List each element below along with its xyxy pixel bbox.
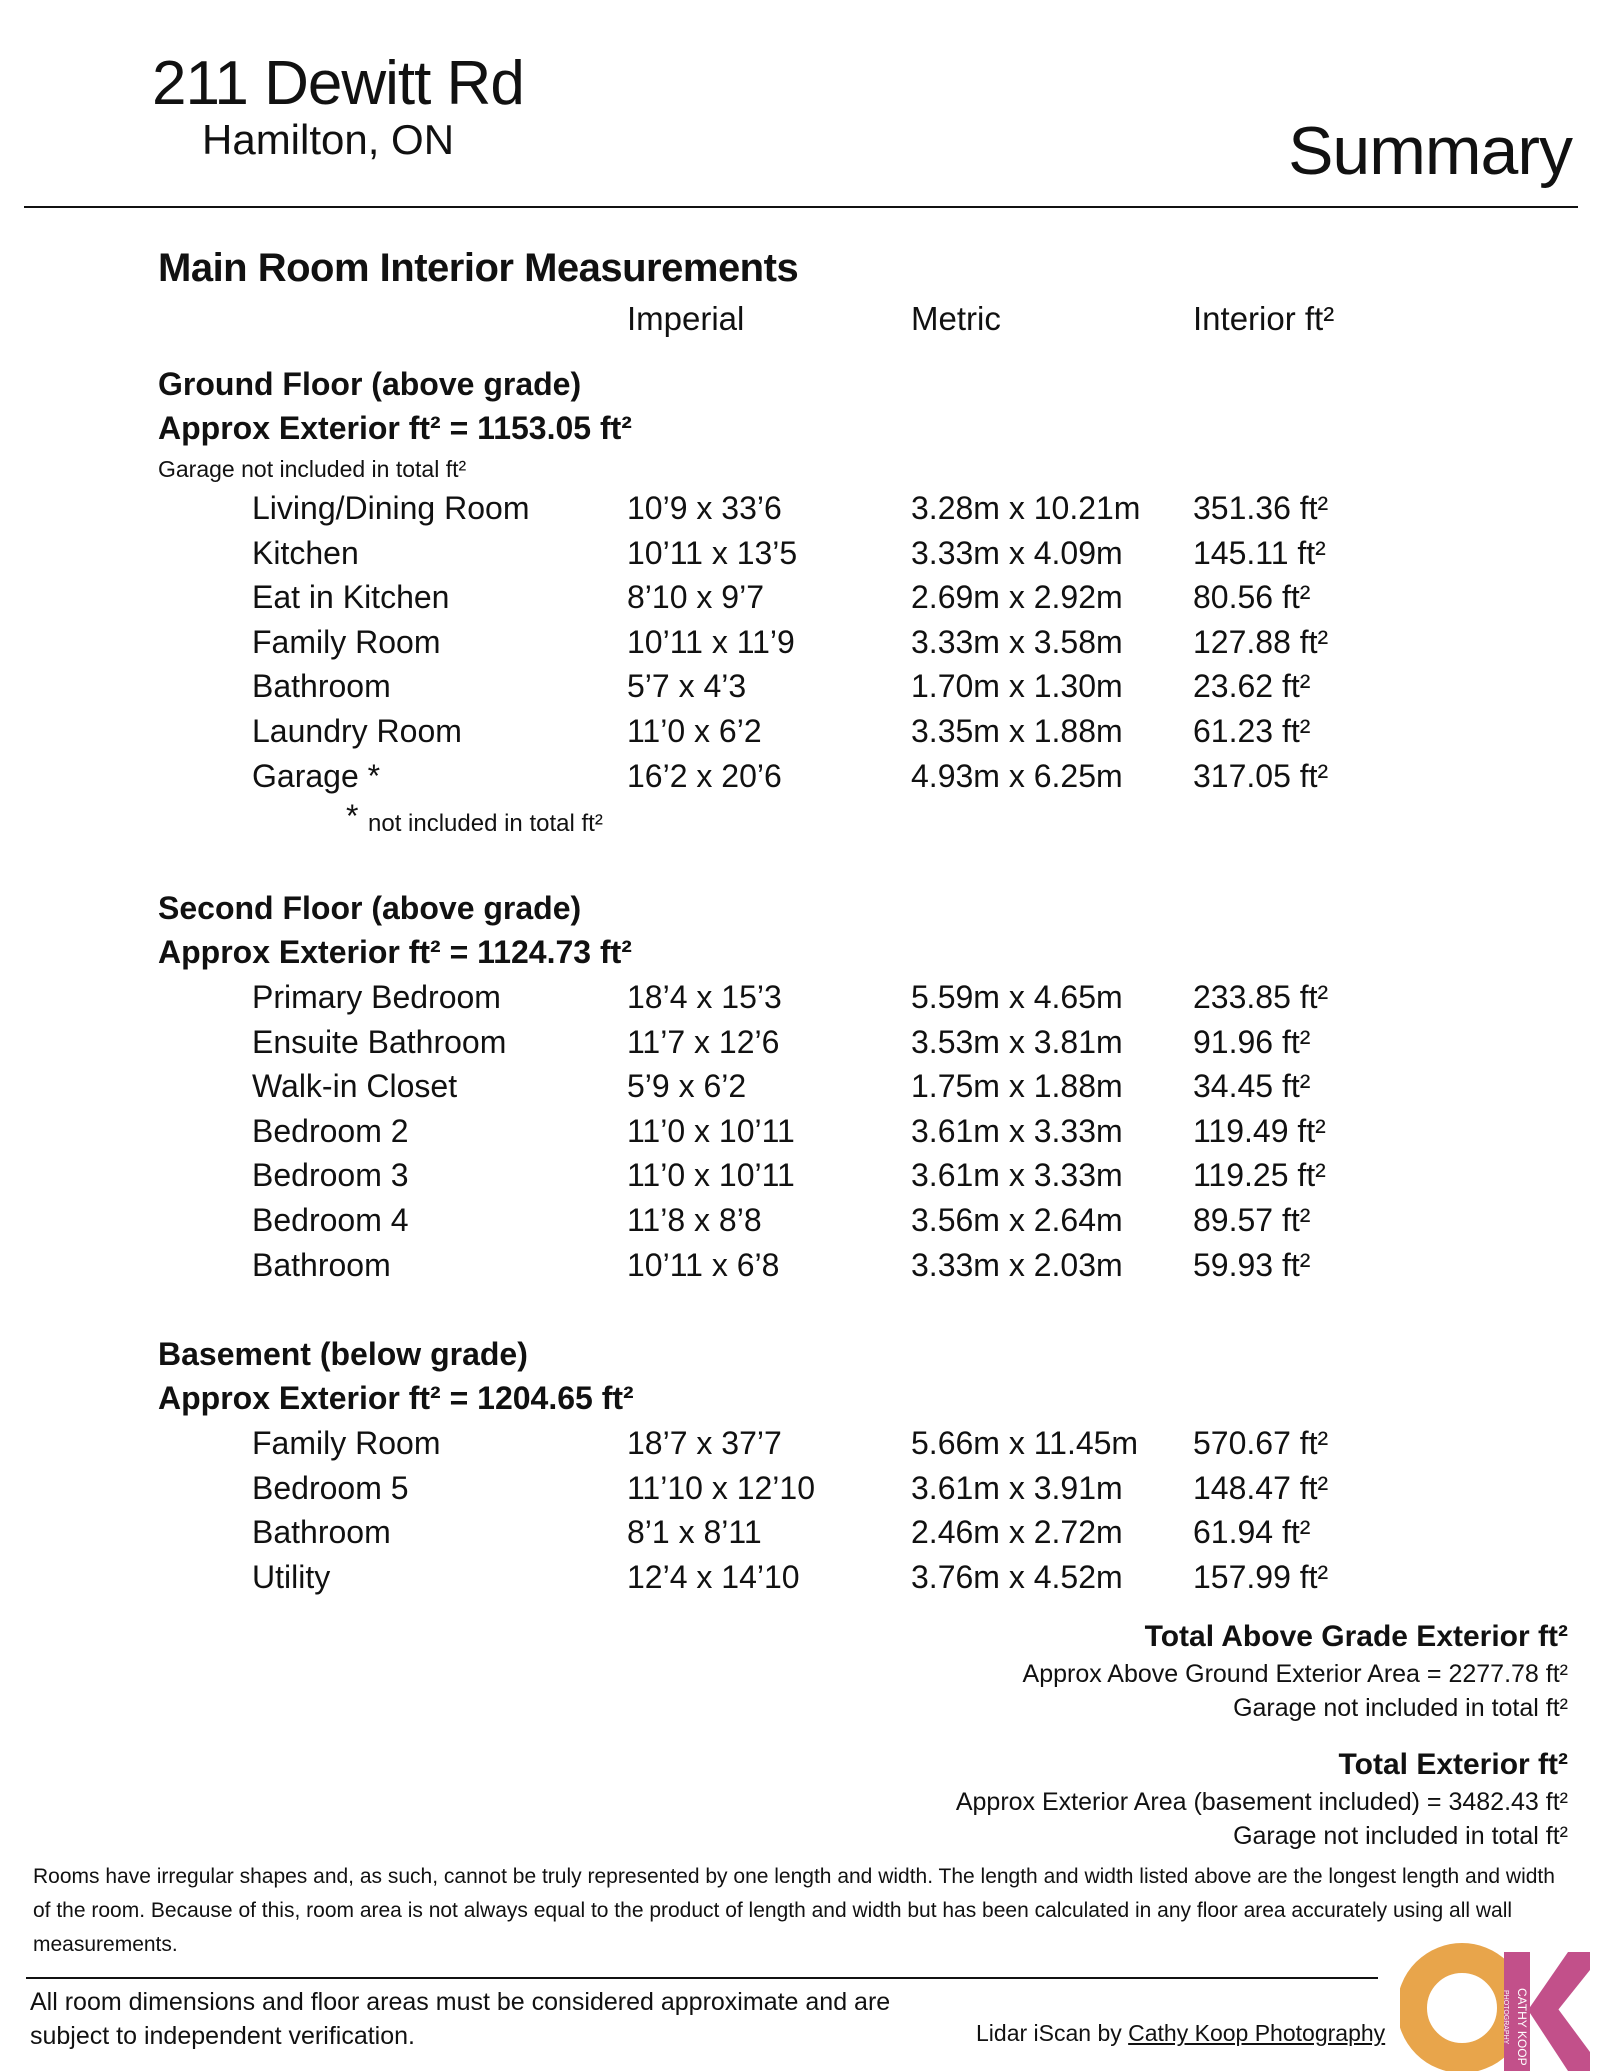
room-metric: 3.35m x 1.88m [911,713,1123,749]
room-imperial: 18’7 x 37’7 [627,1425,782,1461]
column-header-area: Interior ft² [1193,300,1335,337]
table-row [0,1470,1600,1514]
disclaimer: Rooms have irregular shapes and, as such, cannot be truly represented by one length and width. The length and width listed above are the longest length and width of the room. Because of this, room area is not always equal to the product of length and width but has been calculated in any floor area accurately using all wall measurements. [33,1865,1555,1956]
room-imperial: 11’8 x 8’8 [627,1202,762,1238]
approx-notice: All room dimensions and floor areas must be considered approximate and are subject to independent verification. [30,1988,891,2050]
room-imperial: 10’11 x 6’8 [627,1246,780,1283]
total-exterior-note: Garage not included in total ft² [1233,1822,1568,1850]
ground-floor-footnote: not included in total ft² [368,810,603,837]
room-name: Family Room [252,1425,441,1461]
footnote-star: * [346,798,359,834]
room-area: 61.23 ft² [1193,713,1311,749]
room-metric: 3.61m x 3.33m [911,1157,1123,1194]
room-name: Primary Bedroom [252,979,501,1015]
room-imperial: 10’11 x 13’5 [627,534,798,571]
room-area: 23.62 ft² [1193,668,1311,705]
table-row [0,1202,1600,1246]
room-metric: 3.28m x 10.21m [911,490,1141,526]
table-row [0,758,1600,802]
total-above-grade-line: Approx Above Ground Exterior Area = 2277.78 ft² [1022,1660,1568,1688]
total-exterior-title: Total Exterior ft² [1338,1748,1568,1781]
room-metric: 3.53m x 3.81m [911,1023,1123,1060]
room-metric: 2.46m x 2.72m [911,1514,1123,1551]
room-name: Bathroom [252,1246,391,1283]
room-imperial: 10’9 x 33’6 [627,490,782,526]
room-metric: 3.61m x 3.33m [911,1112,1123,1149]
room-imperial: 5’7 x 4’3 [627,668,747,705]
room-area: 119.25 ft² [1193,1157,1326,1194]
room-metric: 4.93m x 6.25m [911,757,1123,794]
room-area: 233.85 ft² [1193,979,1329,1015]
ground-floor-note: Garage not included in total ft² [158,456,467,482]
lidar-prefix: Lidar iScan by [976,2020,1129,2046]
second-floor-exterior: Approx Exterior ft² = 1124.73 ft² [158,934,632,970]
room-imperial: 12’4 x 14’10 [627,1558,800,1595]
room-imperial: 10’11 x 11’9 [627,623,795,660]
room-imperial: 5’9 x 6’2 [627,1068,747,1105]
address-line1: 211 Dewitt Rd [152,49,524,118]
room-metric: 1.75m x 1.88m [911,1068,1123,1105]
room-metric: 3.33m x 2.03m [911,1246,1123,1283]
room-area: 145.11 ft² [1193,534,1326,571]
room-imperial: 8’1 x 8’11 [627,1514,762,1551]
room-name: Laundry Room [252,713,462,749]
room-metric: 3.33m x 3.58m [911,623,1123,660]
room-area: 80.56 ft² [1193,579,1311,616]
table-row [0,1514,1600,1558]
room-name: Bedroom 5 [252,1469,409,1506]
room-area: 59.93 ft² [1193,1246,1311,1283]
table-row [0,1113,1600,1157]
room-imperial: 18’4 x 15’3 [627,979,782,1015]
room-imperial: 11’0 x 6’2 [627,713,762,749]
room-area: 89.57 ft² [1193,1202,1311,1238]
table-row [0,490,1600,534]
room-area: 127.88 ft² [1193,623,1329,660]
table-row [0,1024,1600,1068]
header-divider [24,206,1578,208]
table-row [0,979,1600,1023]
room-imperial: 16’2 x 20’6 [627,757,782,794]
room-name: Bathroom [252,1514,391,1551]
room-metric: 2.69m x 2.92m [911,579,1123,616]
table-row [0,624,1600,668]
basement-exterior: Approx Exterior ft² = 1204.65 ft² [158,1380,634,1416]
room-name: Bedroom 4 [252,1202,409,1238]
room-area: 317.05 ft² [1193,757,1329,794]
room-area: 119.49 ft² [1193,1112,1326,1149]
total-exterior-line: Approx Exterior Area (basement included) = 3482.43 ft² [955,1788,1568,1816]
room-metric: 3.56m x 2.64m [911,1202,1123,1238]
cathy-koop-logo [1400,1940,1590,2071]
logo-o-shape [1412,1958,1512,2058]
room-name: Bedroom 2 [252,1112,409,1149]
table-row [0,1157,1600,1201]
room-name: Walk-in Closet [252,1068,458,1105]
footer-divider [26,1977,1378,1979]
room-name: Utility [252,1558,331,1595]
room-name: Bedroom 3 [252,1157,409,1194]
ground-floor-exterior: Approx Exterior ft² = 1153.05 ft² [158,410,632,446]
room-metric: 3.76m x 4.52m [911,1558,1123,1595]
room-area: 34.45 ft² [1193,1068,1311,1105]
table-row [0,1425,1600,1469]
column-header-metric: Metric [911,300,1001,337]
total-above-grade-title: Total Above Grade Exterior ft² [1144,1620,1568,1653]
table-row [0,1247,1600,1291]
logo-text: CATHY KOOP [1515,1988,1529,2066]
photographer-link[interactable]: Cathy Koop Photography [1128,2020,1386,2046]
room-area: 61.94 ft² [1193,1514,1311,1551]
address-line2: Hamilton, ON [202,116,455,163]
room-imperial: 11’0 x 10’11 [627,1157,795,1194]
room-name: Kitchen [252,534,359,571]
second-floor-title: Second Floor (above grade) [158,890,582,926]
room-imperial: 11’0 x 10’11 [627,1112,795,1149]
room-name: Living/Dining Room [252,490,530,526]
table-row [0,668,1600,712]
table-row [0,535,1600,579]
table-row [0,1559,1600,1603]
room-name: Bathroom [252,668,391,705]
room-imperial: 11’10 x 12’10 [627,1469,815,1506]
page-title: Summary [1288,113,1572,189]
room-metric: 1.70m x 1.30m [911,668,1123,705]
room-area: 148.47 ft² [1193,1469,1329,1506]
table-row [0,1068,1600,1112]
room-name: Family Room [252,623,441,660]
ground-floor-title: Ground Floor (above grade) [158,366,582,402]
room-metric: 3.61m x 3.91m [911,1469,1123,1506]
room-name: Garage * [252,757,381,794]
room-imperial: 8’10 x 9’7 [627,579,764,616]
room-metric: 5.66m x 11.45m [911,1425,1139,1461]
lidar-credit [976,2020,1385,2047]
room-name: Eat in Kitchen [252,579,450,616]
total-above-grade-note: Garage not included in total ft² [1233,1694,1568,1722]
table-row [0,579,1600,623]
table-title: Main Room Interior Measurements [158,246,799,290]
table-row [0,713,1600,757]
room-imperial: 11’7 x 12’6 [627,1023,780,1060]
logo-subtext: PHOTOGRAPHY [1502,1990,1509,2045]
room-area: 91.96 ft² [1193,1023,1311,1060]
room-area: 570.67 ft² [1193,1425,1329,1461]
room-metric: 5.59m x 4.65m [911,979,1123,1015]
basement-title: Basement (below grade) [158,1336,528,1372]
room-metric: 3.33m x 4.09m [911,534,1123,571]
room-name: Ensuite Bathroom [252,1023,507,1060]
column-header-imperial: Imperial [627,300,745,337]
room-area: 351.36 ft² [1193,490,1329,526]
room-area: 157.99 ft² [1193,1558,1329,1595]
